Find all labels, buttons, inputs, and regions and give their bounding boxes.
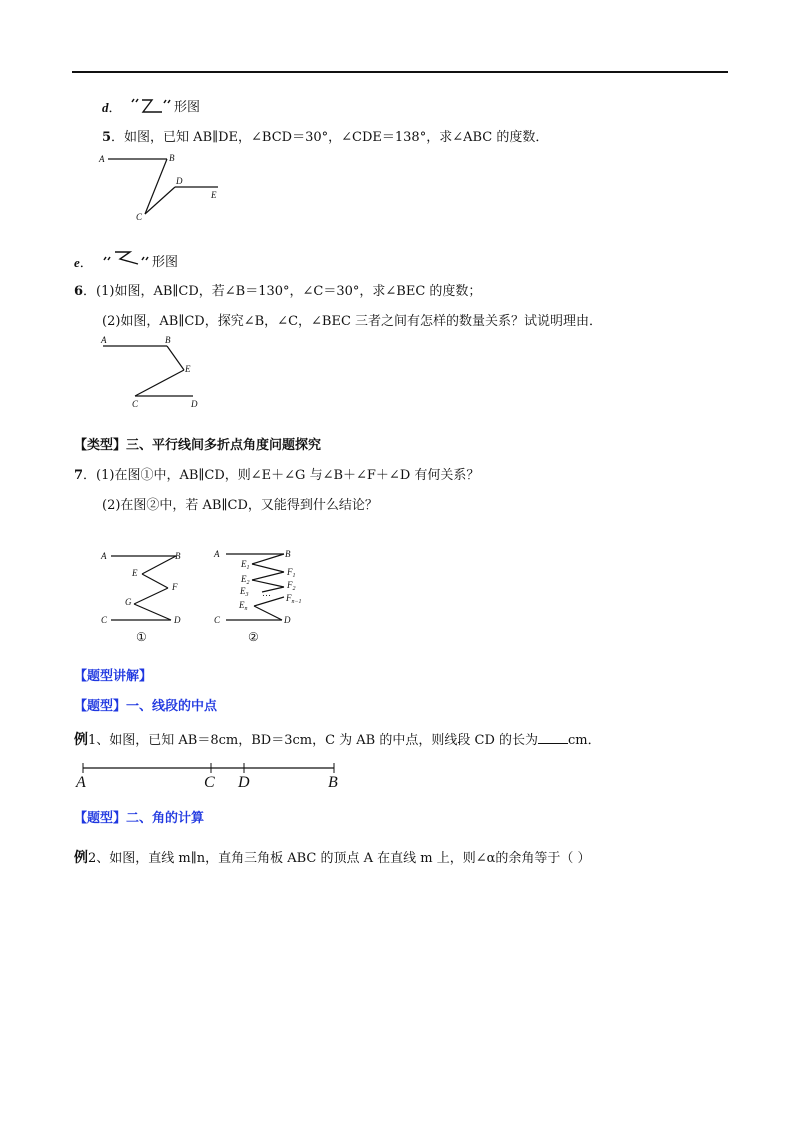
type1-heading: 【题型】一、线段的中点 (74, 699, 218, 714)
q7-fig1-label-f: F (172, 582, 178, 592)
example-2-prefix: 例 (74, 850, 88, 866)
q7-fig1-label-c: C (101, 615, 108, 625)
q7-fig1-label-b: B (175, 551, 181, 561)
q7-fig2-f1-letter: F (287, 567, 293, 577)
item-d-suffix: 形图 (174, 100, 201, 115)
q7-fig2-label-d: D (284, 615, 291, 625)
question-6-part2: (2)如图，AB∥CD，探究∠B，∠C，∠BEC 三者之间有怎样的数量关系？试说明理由． (102, 314, 603, 329)
q7-fig2-label-e1 (240, 559, 250, 571)
question-6-part1 (74, 283, 481, 301)
question-7-number: 7 (74, 468, 84, 483)
example-1-answer-blank[interactable] (538, 731, 568, 744)
type3-heading: 【类型】三、平行线间多折点角度问题探究 (74, 438, 322, 453)
question-5-number: 5 (102, 130, 112, 145)
question-5-text: ．如图，已知 AB∥DE，∠BCD＝30°，∠CDE＝138°，求∠ABC 的度数． (111, 130, 549, 145)
q7-fig2-en-sub: n (244, 606, 248, 612)
example-1-unit: cm． (568, 733, 601, 748)
q7-fig2-ellipsis: … (262, 588, 271, 598)
question-6-part1-text: ．(1)如图，AB∥CD，若∠B＝130°，∠C＝30°，求∠BEC 的度数； (83, 284, 482, 299)
q5-label-a: A (99, 154, 105, 164)
arrow-shape-icon (102, 249, 152, 267)
q5-label-b: B (169, 153, 175, 163)
question-7-part1-text: ．(1)在图①中，AB∥CD，则∠E＋∠G 与∠B＋∠F＋∠D 有何关系？ (83, 468, 480, 483)
item-e: e． (74, 255, 93, 271)
figure-ex1 (72, 760, 352, 792)
q7-fig2-label-b: B (285, 549, 291, 559)
q6-label-c: C (132, 399, 139, 409)
q5-label-d: D (176, 176, 183, 186)
question-5 (102, 129, 548, 147)
item-e-letter: e (74, 255, 80, 270)
q6-label-a: A (101, 335, 107, 345)
question-7-part2: (2)在图②中，若 AB∥CD，又能得到什么结论？ (102, 498, 378, 513)
q7-fig2-e1-letter: E (241, 559, 247, 569)
q7-fig1-label-d: D (174, 615, 181, 625)
q7-fig2-fn1-letter: F (286, 593, 292, 603)
q6-label-b: B (165, 335, 171, 345)
item-d-letter: d (102, 100, 109, 115)
type2-heading: 【题型】二、角的计算 (74, 811, 205, 826)
z-shape-icon (130, 98, 174, 114)
q7-fig2-label-a: A (214, 549, 220, 559)
q7-fig2-fn1-sub: n−1 (291, 599, 302, 605)
header-rule (72, 71, 728, 73)
item-d: d． (102, 100, 122, 116)
q7-fig1-label-g: G (125, 597, 132, 607)
q7-fig1-label-e: E (132, 568, 138, 578)
q7-fig2-label-f1 (286, 567, 296, 579)
q7-fig2-label-en (238, 600, 248, 612)
figure-q5 (95, 148, 235, 223)
ex1-label-a: A (76, 774, 86, 791)
q7-fig2-e2-letter: E (241, 574, 247, 584)
q7-fig2-label-f2 (286, 580, 296, 592)
ex1-label-b: B (328, 774, 338, 791)
item-e-suffix: 形图 (152, 255, 179, 270)
figure-q7-2 (204, 546, 314, 646)
q5-label-c: C (136, 212, 143, 222)
example-1 (74, 731, 601, 750)
example-2 (74, 849, 591, 868)
q7-fig2-label-e3 (239, 586, 249, 598)
q7-fig2-f1-sub: 1 (292, 573, 296, 579)
q7-fig1-caption: ① (136, 630, 147, 644)
q7-fig2-f2-sub: 2 (292, 586, 296, 592)
ex1-label-c: C (204, 774, 215, 791)
q7-fig2-label-e2 (240, 574, 250, 586)
q7-fig2-label-fn1 (285, 593, 302, 605)
question-6-number: 6 (74, 284, 84, 299)
explain-heading: 【题型讲解】 (74, 669, 153, 684)
q7-fig2-e3-letter: E (240, 586, 246, 596)
q7-fig1-label-a: A (101, 551, 107, 561)
q7-fig2-en-letter: E (239, 600, 245, 610)
q7-fig2-e2-sub: 2 (246, 580, 250, 586)
figure-q6 (96, 334, 216, 414)
q7-fig2-e3-sub: 3 (245, 592, 249, 598)
example-2-text: 2、如图，直线 m∥n，直角三角板 ABC 的顶点 A 在直线 m 上，则∠α的余角等于（ ） (88, 851, 591, 866)
q7-fig2-caption: ② (248, 630, 259, 644)
example-1-text: 1、如图，已知 AB＝8cm，BD＝3cm，C 为 AB 的中点，则线段 CD 的长为 (88, 733, 538, 748)
q6-label-d: D (191, 399, 198, 409)
q7-fig2-f2-letter: F (287, 580, 293, 590)
question-7-part1 (74, 467, 479, 485)
q7-fig2-e1-sub: 1 (246, 565, 250, 571)
example-1-prefix: 例 (74, 732, 88, 748)
q7-fig2-label-c: C (214, 615, 221, 625)
figure-q7-1 (96, 546, 196, 646)
ex1-label-d: D (238, 774, 250, 791)
q6-label-e: E (185, 364, 191, 374)
q5-label-e: E (211, 190, 217, 200)
